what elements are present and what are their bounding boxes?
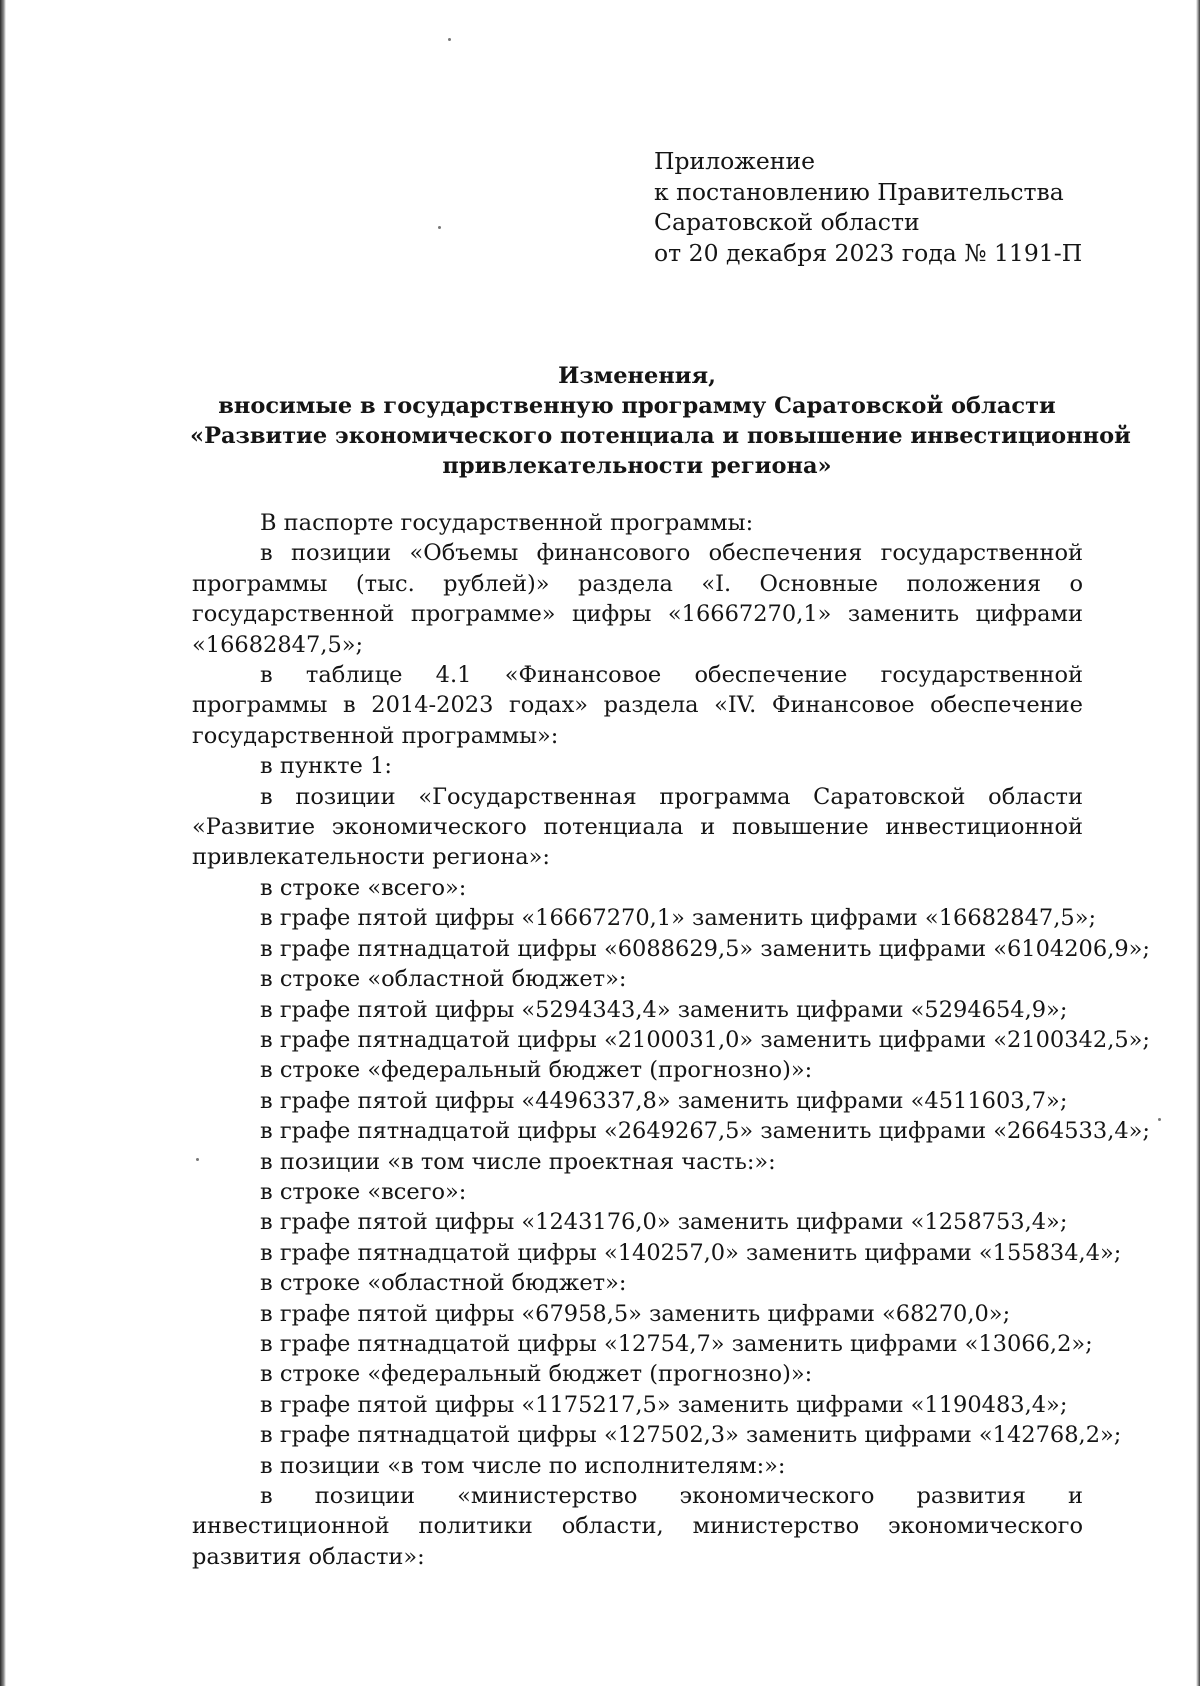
scan-speck <box>448 38 451 41</box>
body-paragraph: в строке «федеральный бюджет (прогнозно)»: <box>260 1057 813 1084</box>
body-paragraph: В паспорте государственной программы: <box>260 510 754 536</box>
body-paragraph: в строке «всего»: <box>260 874 467 901</box>
body-paragraph: в пункте 1: <box>260 753 392 780</box>
appendix-line: Приложение <box>654 147 816 175</box>
scan-edge-left <box>0 0 6 1686</box>
title-line: вносимые в государственную программу Саратовской области <box>218 393 1056 419</box>
body-paragraph: в позиции «в том числе проектная часть:»: <box>260 1148 776 1175</box>
body-paragraph: в графе пятой цифры «1243176,0» заменить цифрами «1258753,4»; <box>260 1209 1068 1236</box>
body-paragraph: в строке «всего»: <box>260 1178 467 1205</box>
appendix-line: от 20 декабря 2023 года № 1191-П <box>654 238 1083 267</box>
body-paragraph: в графе пятой цифры «4496337,8» заменить цифрами «4511603,7»; <box>260 1087 1068 1114</box>
body-paragraph: в позиции «в том числе по исполнителям:»: <box>260 1452 786 1479</box>
body-paragraph: в таблице 4.1 «Финансовое обеспечение государственной программы в 2014-2023 годах» раздела «IV. Финансовое обеспечение государственной программы»: <box>192 662 1083 749</box>
appendix-block <box>654 146 1082 268</box>
body-paragraph: в графе пятой цифры «67958,5» заменить цифрами «68270,0»; <box>260 1300 1011 1327</box>
document-body <box>192 508 1151 1572</box>
title-line: «Развитие экономического потенциала и повышение инвестиционной <box>190 423 1131 449</box>
body-paragraph: в графе пятой цифры «5294343,4» заменить цифрами «5294654,9»; <box>260 996 1068 1023</box>
body-paragraph: в графе пятнадцатой цифры «2100031,0» заменить цифрами «2100342,5»; <box>260 1026 1151 1053</box>
title-line: Изменения, <box>558 363 716 389</box>
appendix-line: к постановлению Правительства <box>654 177 1064 206</box>
appendix-line: Саратовской области <box>654 208 920 236</box>
title-line: привлекательности региона» <box>442 453 832 479</box>
body-paragraph: в позиции «министерство экономического развития и инвестиционной политики области, министерство экономического развития области»: <box>192 1483 1083 1570</box>
body-paragraph: в строке «федеральный бюджет (прогнозно)»: <box>260 1361 813 1388</box>
body-paragraph: в строке «областной бюджет»: <box>260 966 627 993</box>
body-paragraph: в позиции «Государственная программа Саратовской области «Развитие экономического потенциала и повышение инвестиционной привлекательности региона»: <box>192 783 1083 871</box>
scan-edge-right <box>1196 0 1200 1686</box>
body-paragraph: в графе пятнадцатой цифры «127502,3» заменить цифрами «142768,2»; <box>260 1422 1122 1449</box>
document-title <box>190 361 1131 481</box>
body-paragraph: в графе пятой цифры «1175217,5» заменить цифрами «1190483,4»; <box>260 1391 1068 1418</box>
body-paragraph: в позиции «Объемы финансового обеспечения государственной программы (тыс. рублей)» раздела «I. Основные положения о государственной программе» цифры «16667270,1» заменить цифрами «16682847,5»; <box>192 540 1083 658</box>
body-paragraph: в графе пятнадцатой цифры «12754,7» заменить цифрами «13066,2»; <box>260 1330 1093 1357</box>
body-paragraph: в графе пятнадцатой цифры «140257,0» заменить цифрами «155834,4»; <box>260 1239 1122 1266</box>
body-paragraph: в графе пятнадцатой цифры «2649267,5» заменить цифрами «2664533,4»; <box>260 1118 1151 1145</box>
body-paragraph: в графе пятнадцатой цифры «6088629,5» заменить цифрами «6104206,9»; <box>260 935 1151 962</box>
scan-speck <box>1158 1118 1161 1121</box>
body-paragraph: в строке «областной бюджет»: <box>260 1270 627 1297</box>
body-paragraph: в графе пятой цифры «16667270,1» заменить цифрами «16682847,5»; <box>260 905 1097 932</box>
scan-speck <box>438 226 441 229</box>
